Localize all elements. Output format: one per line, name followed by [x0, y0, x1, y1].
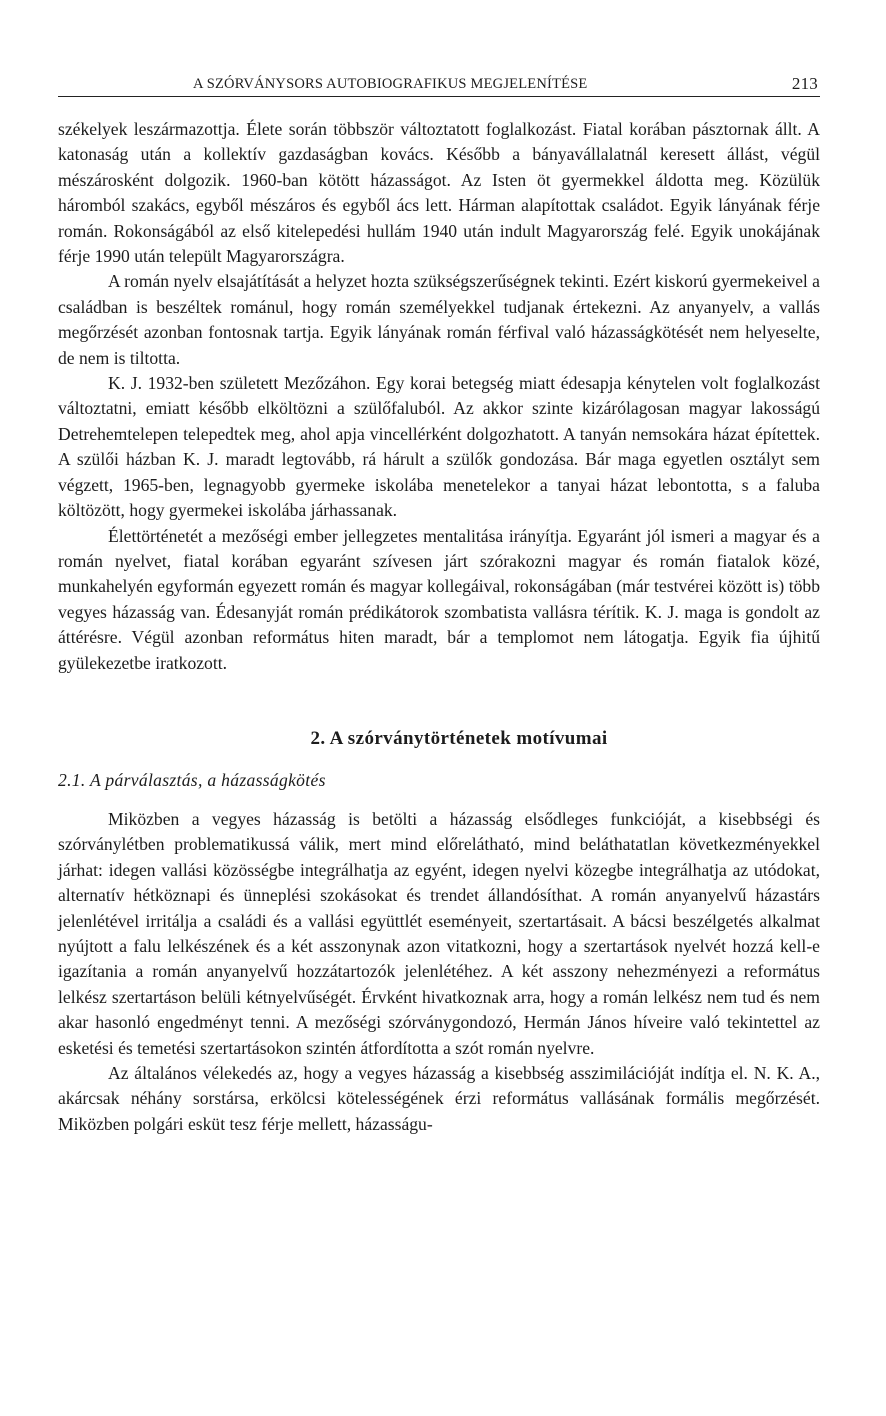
section-body-text [58, 807, 820, 1137]
paragraph: székelyek leszármazottja. Élete során többször változtatott foglalkozást. Fiatal korában pásztornak állt. A katonaság után a kollektív gazdaságban kovács. Később a bányavállalatnál keresett állást, végül mészárosként dolgozik. 1960-ban kötött házasságot. Az Isten öt gyermekkel áldotta meg. Közülük háromból szakács, egyből mészáros és egyből ács lett. Hárman alapítottak családot. Egyik lányának férje román. Rokonságából az első kitelepedési hullám 1940 után indult Magyarország felé. Egyik unokájának férje 1990 után települt Magyarországra. [58, 119, 820, 267]
running-title: A SZÓRVÁNYSORS AUTOBIOGRAFIKUS MEGJELENÍTÉSE [193, 76, 588, 92]
subsection-heading: 2.1. A párválasztás, a házasságkötés [58, 769, 326, 790]
paragraph: Miközben a vegyes házasság is betölti a házasság elsődleges funkcióját, a kisebbségi és szórványlétben problematikussá válik, mert mind előrelátható, mind beláthatatlan következményekkel járhat: idegen vallási közösségbe integrálhatja az egyént, idegen nyelvi közegbe integrálhatja az utódokat, alternatív hétköznapi és ünneplési szokásokat és trendet állandósíthat. A román anyanyelvű házastárs jelenlétével irritálja a családi és a vallási együttlét eseményeit, szertartásait. A bácsi beszélgetés alkalmat nyújtott a falu lelkészének és a két asszonynak azon vitatkozni, hogy a szertartások nyelvét hozzá kell-e igazítania a román anyanyelvű hozzátartozók jelenlétéhez. A két asszony nehezményezi a református lelkész szertartáson belüli kétnyelvűségét. Érvként hivatkoznak arra, hogy a román lelkész nem tud és nem akar hasonló engedményt tenni. A mezőségi szórványgondozó, Hermán János híveire való tekintettel az esketési és temetési szertartásokon szintén átfordította a szót román nyelvre. [58, 808, 820, 1058]
page-number: 213 [791, 74, 818, 93]
paragraph: Az általános vélekedés az, hogy a vegyes házasság a kisebbség asszimilációját indítja el. N. K. A., akárcsak néhány sorstársa, erkölcsi kötelességének érzi református vallásának formális megőrzését. Miközben polgári esküt tesz férje mellett, házasságu- [58, 1063, 820, 1134]
paragraph: A román nyelv elsajátítását a helyzet hozta szükségszerűségnek tekinti. Ezért kiskorú gyermekeivel a családban is beszéltek románul, hogy román személyekkel tudjanak értekezni. Az anyanyelv, a vallás megőrzését azonban fontosnak tartja. Egyik lányának román férfival való házasságkötését nem helyeselte, de nem is tiltotta. [58, 271, 820, 368]
running-header [58, 72, 820, 97]
body-text [58, 117, 820, 676]
section-heading: 2. A szórványtörténetek motívumai [310, 727, 608, 749]
paragraph: K. J. 1932-ben született Mezőzáhon. Egy korai betegség miatt édesapja kénytelen volt foglalkozást változtatni, emiatt később elköltözni a szülőfaluból. Az akkor szinte kizárólagosan magyar lakosságú Detrehemtelepen telepedtek meg, ahol apja vincellérként dolgozhatott. A tanyán nemsokára házat építettek. A szülői házban K. J. maradt legtovább, rá hárult a szülők gondozása. Bár maga egyetlen osztályt sem végzett, 1965-ben, legnagyobb gyermeke iskolába menetelekor a tanyai házat lebontotta, s a faluba költözött, hogy gyermekei iskolába járhassanak. [58, 373, 820, 521]
book-page [58, 72, 820, 1137]
paragraph: Élettörténetét a mezőségi ember jellegzetes mentalitása irányítja. Egyaránt jól ismeri a magyar és a román nyelvet, fiatal korában egyaránt szívesen járt szórakozni magyar és román fiatalok közé, munkahelyén egyformán egyezett román és magyar kollegáival, rokonságában (már testvérei között is) több vegyes házasság van. Édesanyját román prédikátorok szombatista vallásra térítik. K. J. maga is gondolt az áttérésre. Végül azonban református hiten maradt, bár a templomot nem látogatja. Egyik fia újhitű gyülekezetbe iratkozott. [58, 525, 820, 673]
